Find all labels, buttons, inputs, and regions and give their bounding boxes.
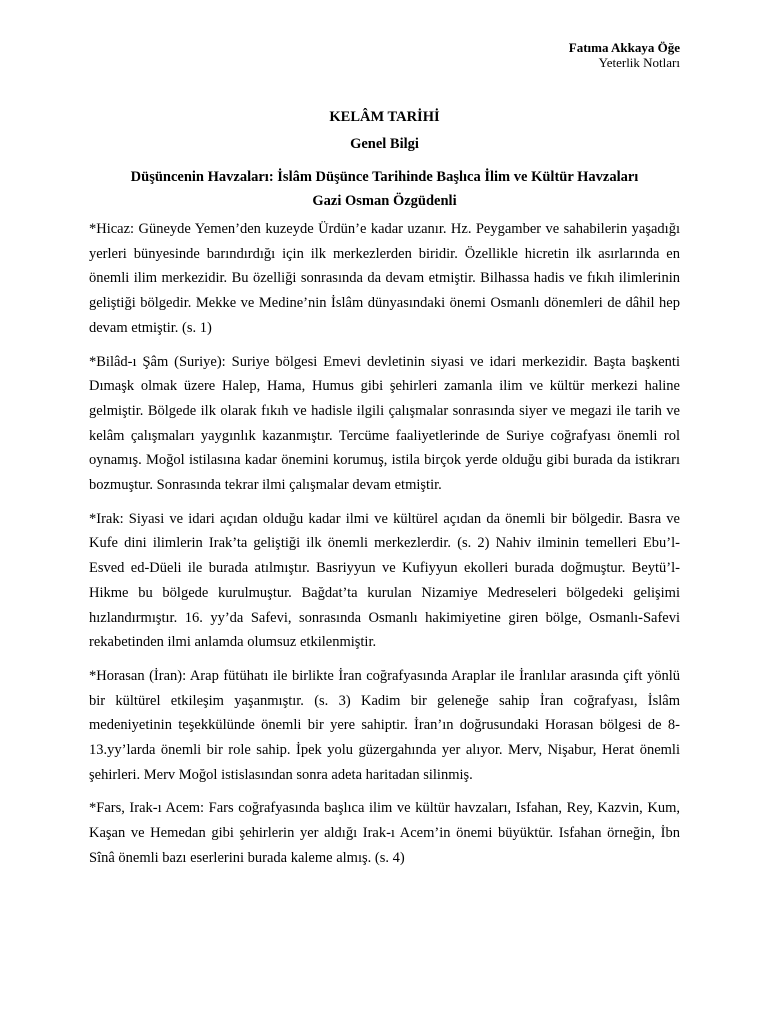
source-author: Gazi Osman Özgüdenli [312, 193, 457, 209]
paragraph-horasan: *Horasan (İran): Arap fütühatı ile birlikte İran coğrafyasında Araplar ile İranlılar arasında çift yönlü bir kültürel etkileşim yaşanmıştır. (s. 3) Kadim bir geleneğe sahip İran coğrafyası, İslâm medeniyetinin teşekkülünde önemli bir yere sahiptir. İran’ın doğrusundaki Horasan bölgesi de 8-13.yy’larda önemli bir role sahip. İpek yolu güzergahında yer alıyor. Merv, Nişabur, Herat önemli şehirleri. Merv Moğol istislasından sonra adeta haritadan silinmiş. [89, 667, 680, 783]
document-body [89, 217, 680, 871]
header-notes-label: Yeterlik Notları [598, 55, 680, 70]
header-author: Fatıma Akkaya Öğe [568, 40, 680, 55]
section-title: Genel Bilgi [350, 136, 419, 152]
source-title: Düşüncenin Havzaları: İslâm Düşünce Tarihinde Başlıca İlim ve Kültür Havzaları [130, 169, 639, 185]
paragraph-fars: *Fars, Irak-ı Acem: Fars coğrafyasında başlıca ilim ve kültür havzaları, Isfahan, Rey, Kazvin, Kum, Kaşan ve Hemedan gibi şehirlerin yer aldığı Irak-ı Acem’in önemi büyüktür. Isfahan örneğin, İbn Sînâ önemli bazı eserlerini burada kaleme almış. (s. 4) [89, 800, 680, 866]
paragraph-bilad-i-sam: *Bilâd-ı Şâm (Suriye): Suriye bölgesi Emevi devletinin siyasi ve idari merkezidir. Başta başkenti Dımaşk olmak üzere Halep, Hama, Humus gibi şehirleri zamanla ilim ve kültür merkezi haline gelmiştir. Bölgede ilk olarak fıkıh ve hadisle ilgili çalışmalar sonrasında siyer ve megazi ile tarih ve kelâm çalışmaları yaygınlık kazanmıştır. Tercüme faaliyetlerinde de Suriye coğrafyası önemli rol oynamış. Moğol istilasına kadar önemini korumuş, istila birçok yerde olduğu gibi burada da istikrarı bozmuştur. Sonrasında tekrar ilmi çalışmalar devam etmiştir. [89, 353, 680, 494]
paragraph-hicaz: *Hicaz: Güneyde Yemen’den kuzeyde Ürdün’e kadar uzanır. Hz. Peygamber ve sahabilerin yaşadığı yerleri bünyesinde barındırdığı için ilk merkezlerden biridir. Özellikle hicretin ilk asırlarında en önemli ilim merkezidir. Bu özelliği sonrasında da devam etmiştir. Bilhassa hadis ve fıkıh ilimlerinin geliştiği bölgedir. Mekke ve Medine’nin İslâm dünyasındaki önemi Osmanlı dönemleri de dâhil hep devam etmiştir. (s. 1) [89, 221, 680, 336]
page-header [89, 40, 680, 70]
paragraph-irak: *Irak: Siyasi ve idari açıdan olduğu kadar ilmi ve kültürel açıdan da önemli bir bölgedir. Basra ve Kufe dini ilimlerin Irak’ta geliştiği ilk önemli merkezlerdir. (s. 2) Nahiv ilminin temelleri Ebu’l-Esved ed-Düeli ile burada atılmıştır. Basriyyun ve Kufiyyun ekolleri burada doğmuştur. Beytü’l-Hikme bu bölgede kurulmuştur. Bağdat’ta kurulan Nizamiye Medreseleri bölgedeki gelişimi hızlandırmıştır. 16. yy’da Safevi, sonrasında Osmanlı hakimiyetine giren bölge, Osmanlı-Safevi rekabetinden ilmi anlamda olumsuz etkilenmiştir. [89, 510, 680, 651]
document-title: KELÂM TARİHİ [329, 109, 440, 125]
title-block [89, 108, 680, 213]
